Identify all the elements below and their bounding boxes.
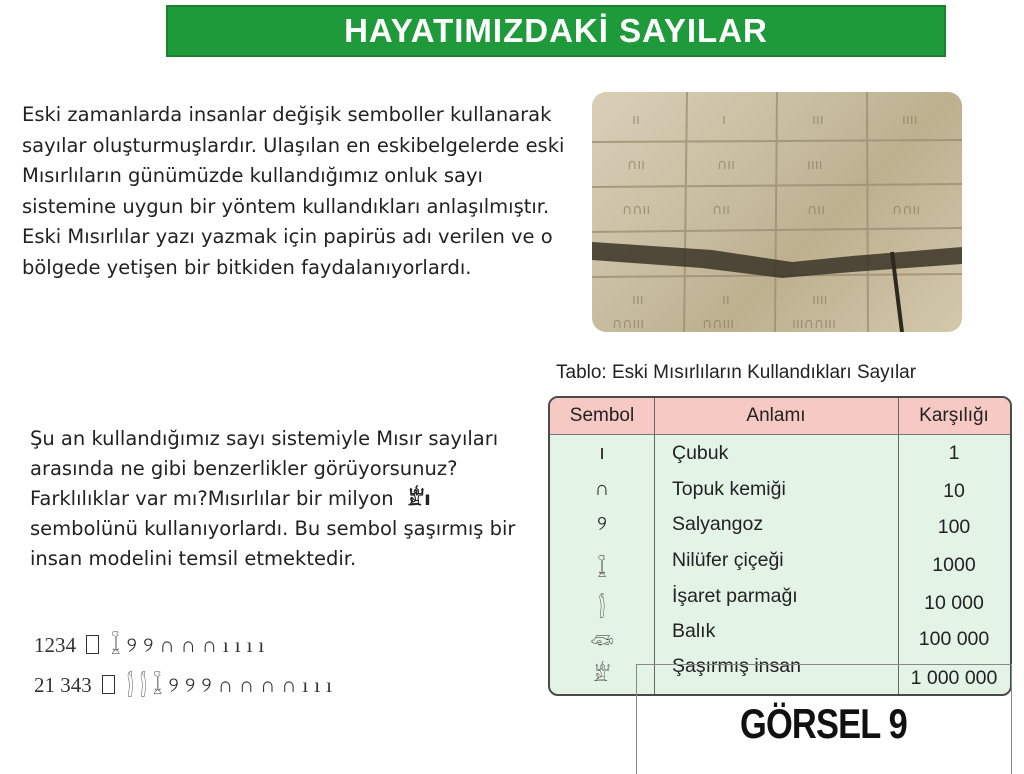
column-divider xyxy=(654,398,655,694)
svg-text:ıııı: ıııı xyxy=(807,157,823,173)
row-value: 1000 xyxy=(932,554,976,576)
svg-text:ııı: ııı xyxy=(812,112,824,128)
row-meaning: Topuk kemiği xyxy=(672,478,786,500)
row-meaning: İşaret parmağı xyxy=(672,585,798,607)
equals-box-icon xyxy=(102,675,115,694)
example-number: 21 343 xyxy=(34,673,92,697)
row-value: 10 xyxy=(943,480,965,502)
svg-text:∩ıı: ∩ıı xyxy=(807,202,826,218)
svg-text:ıııı: ıııı xyxy=(902,112,918,128)
header-value: Karşılığı xyxy=(919,405,989,426)
title-banner xyxy=(166,5,946,57)
egyptian-numbers-table xyxy=(548,396,1012,696)
svg-text:∩∩ıı: ∩∩ıı xyxy=(622,202,651,218)
svg-text:ı: ı xyxy=(722,112,726,128)
row-meaning: Salyangoz xyxy=(672,513,764,535)
header-meaning: Anlamı xyxy=(746,405,806,426)
svg-text:∩ıı: ∩ıı xyxy=(717,157,736,173)
example-glyphs: 𓂭𓂭𓆼୨୨୨∩∩∩∩ııı xyxy=(126,673,338,697)
row-meaning: Nilüfer çiçeği xyxy=(672,549,784,571)
row-value: 1 xyxy=(948,442,960,464)
stone-inscription-photo xyxy=(592,92,962,332)
svg-text:ııı: ııı xyxy=(632,292,644,308)
table-caption: Tablo: Eski Mısırlıların Kullandıkları Sayılar xyxy=(556,362,917,383)
row-symbol: ∩ xyxy=(594,478,610,500)
question-text-before: Şu an kullandığımız sayı sistemiyle Mısır sayıları arasında ne gibi benzerlikler görüyorsunuz? Farklılıklar var mı?Mısırlılar bir milyon xyxy=(30,427,499,510)
row-value: 1 000 000 xyxy=(910,667,998,689)
example-row xyxy=(34,624,270,659)
million-glyph-icon: 𓁨ı xyxy=(407,487,431,510)
row-value: 100 xyxy=(937,516,971,538)
question-paragraph xyxy=(30,424,530,574)
example-number: 1234 xyxy=(34,633,76,657)
equals-box-icon xyxy=(86,635,99,654)
intro-paragraph: Eski zamanlarda insanlar değişik semboller kullanarak sayılar oluşturmuşlardır. Ulaşılan en eskibelgelerde eski Mısırlıların günümüzde kullandığımız onluk sayı sistemine uygun bir yöntem kullandıkları anlaşılmıştır. Eski Mısırlılar yazı yazmak için papirüs adı verilen ve o bölgede yetişen bir bitkiden faydalanıyorlardı. xyxy=(22,103,565,279)
row-symbol: 𓂭 xyxy=(598,596,606,618)
row-symbol: 𓁨 xyxy=(593,664,611,686)
row-symbol: 𓆼 xyxy=(597,558,607,580)
example-glyphs: 𓆼୨୨∩∩∩ıııı xyxy=(111,633,271,657)
page-title: HAYATIMIZDAKİ SAYILAR xyxy=(344,12,768,49)
svg-text:∩∩ııı: ∩∩ııı xyxy=(702,316,735,332)
example-row xyxy=(34,664,338,699)
table-header xyxy=(550,398,1010,435)
row-meaning: Çubuk xyxy=(672,442,729,464)
figure-label: GÖRSEL 9 xyxy=(740,700,907,747)
question-text-after: sembolünü kullanıyorlardı. Bu sembol şaşırmış bir insan modelini temsil etmektedir. xyxy=(30,517,516,570)
row-symbol: ı xyxy=(599,442,605,464)
svg-text:∩ıı: ∩ıı xyxy=(712,202,731,218)
row-meaning: Şaşırmış insan xyxy=(672,655,801,677)
row-value: 10 000 xyxy=(924,592,984,614)
svg-text:ıııı: ıııı xyxy=(812,292,828,308)
row-symbol: 𓆛 xyxy=(590,632,614,654)
header-symbol: Sembol xyxy=(569,405,635,426)
svg-text:∩ıı: ∩ıı xyxy=(627,157,646,173)
row-value: 100 000 xyxy=(918,628,990,650)
svg-text:ıı: ıı xyxy=(632,112,640,128)
row-symbol: ୨ xyxy=(597,513,607,535)
svg-text:ııı∩∩ııı: ııı∩∩ııı xyxy=(792,316,836,332)
svg-text:∩∩ıı: ∩∩ıı xyxy=(892,202,921,218)
row-meaning: Balık xyxy=(672,620,716,642)
svg-text:∩∩ııı: ∩∩ııı xyxy=(612,316,645,332)
svg-text:ıı: ıı xyxy=(722,292,730,308)
